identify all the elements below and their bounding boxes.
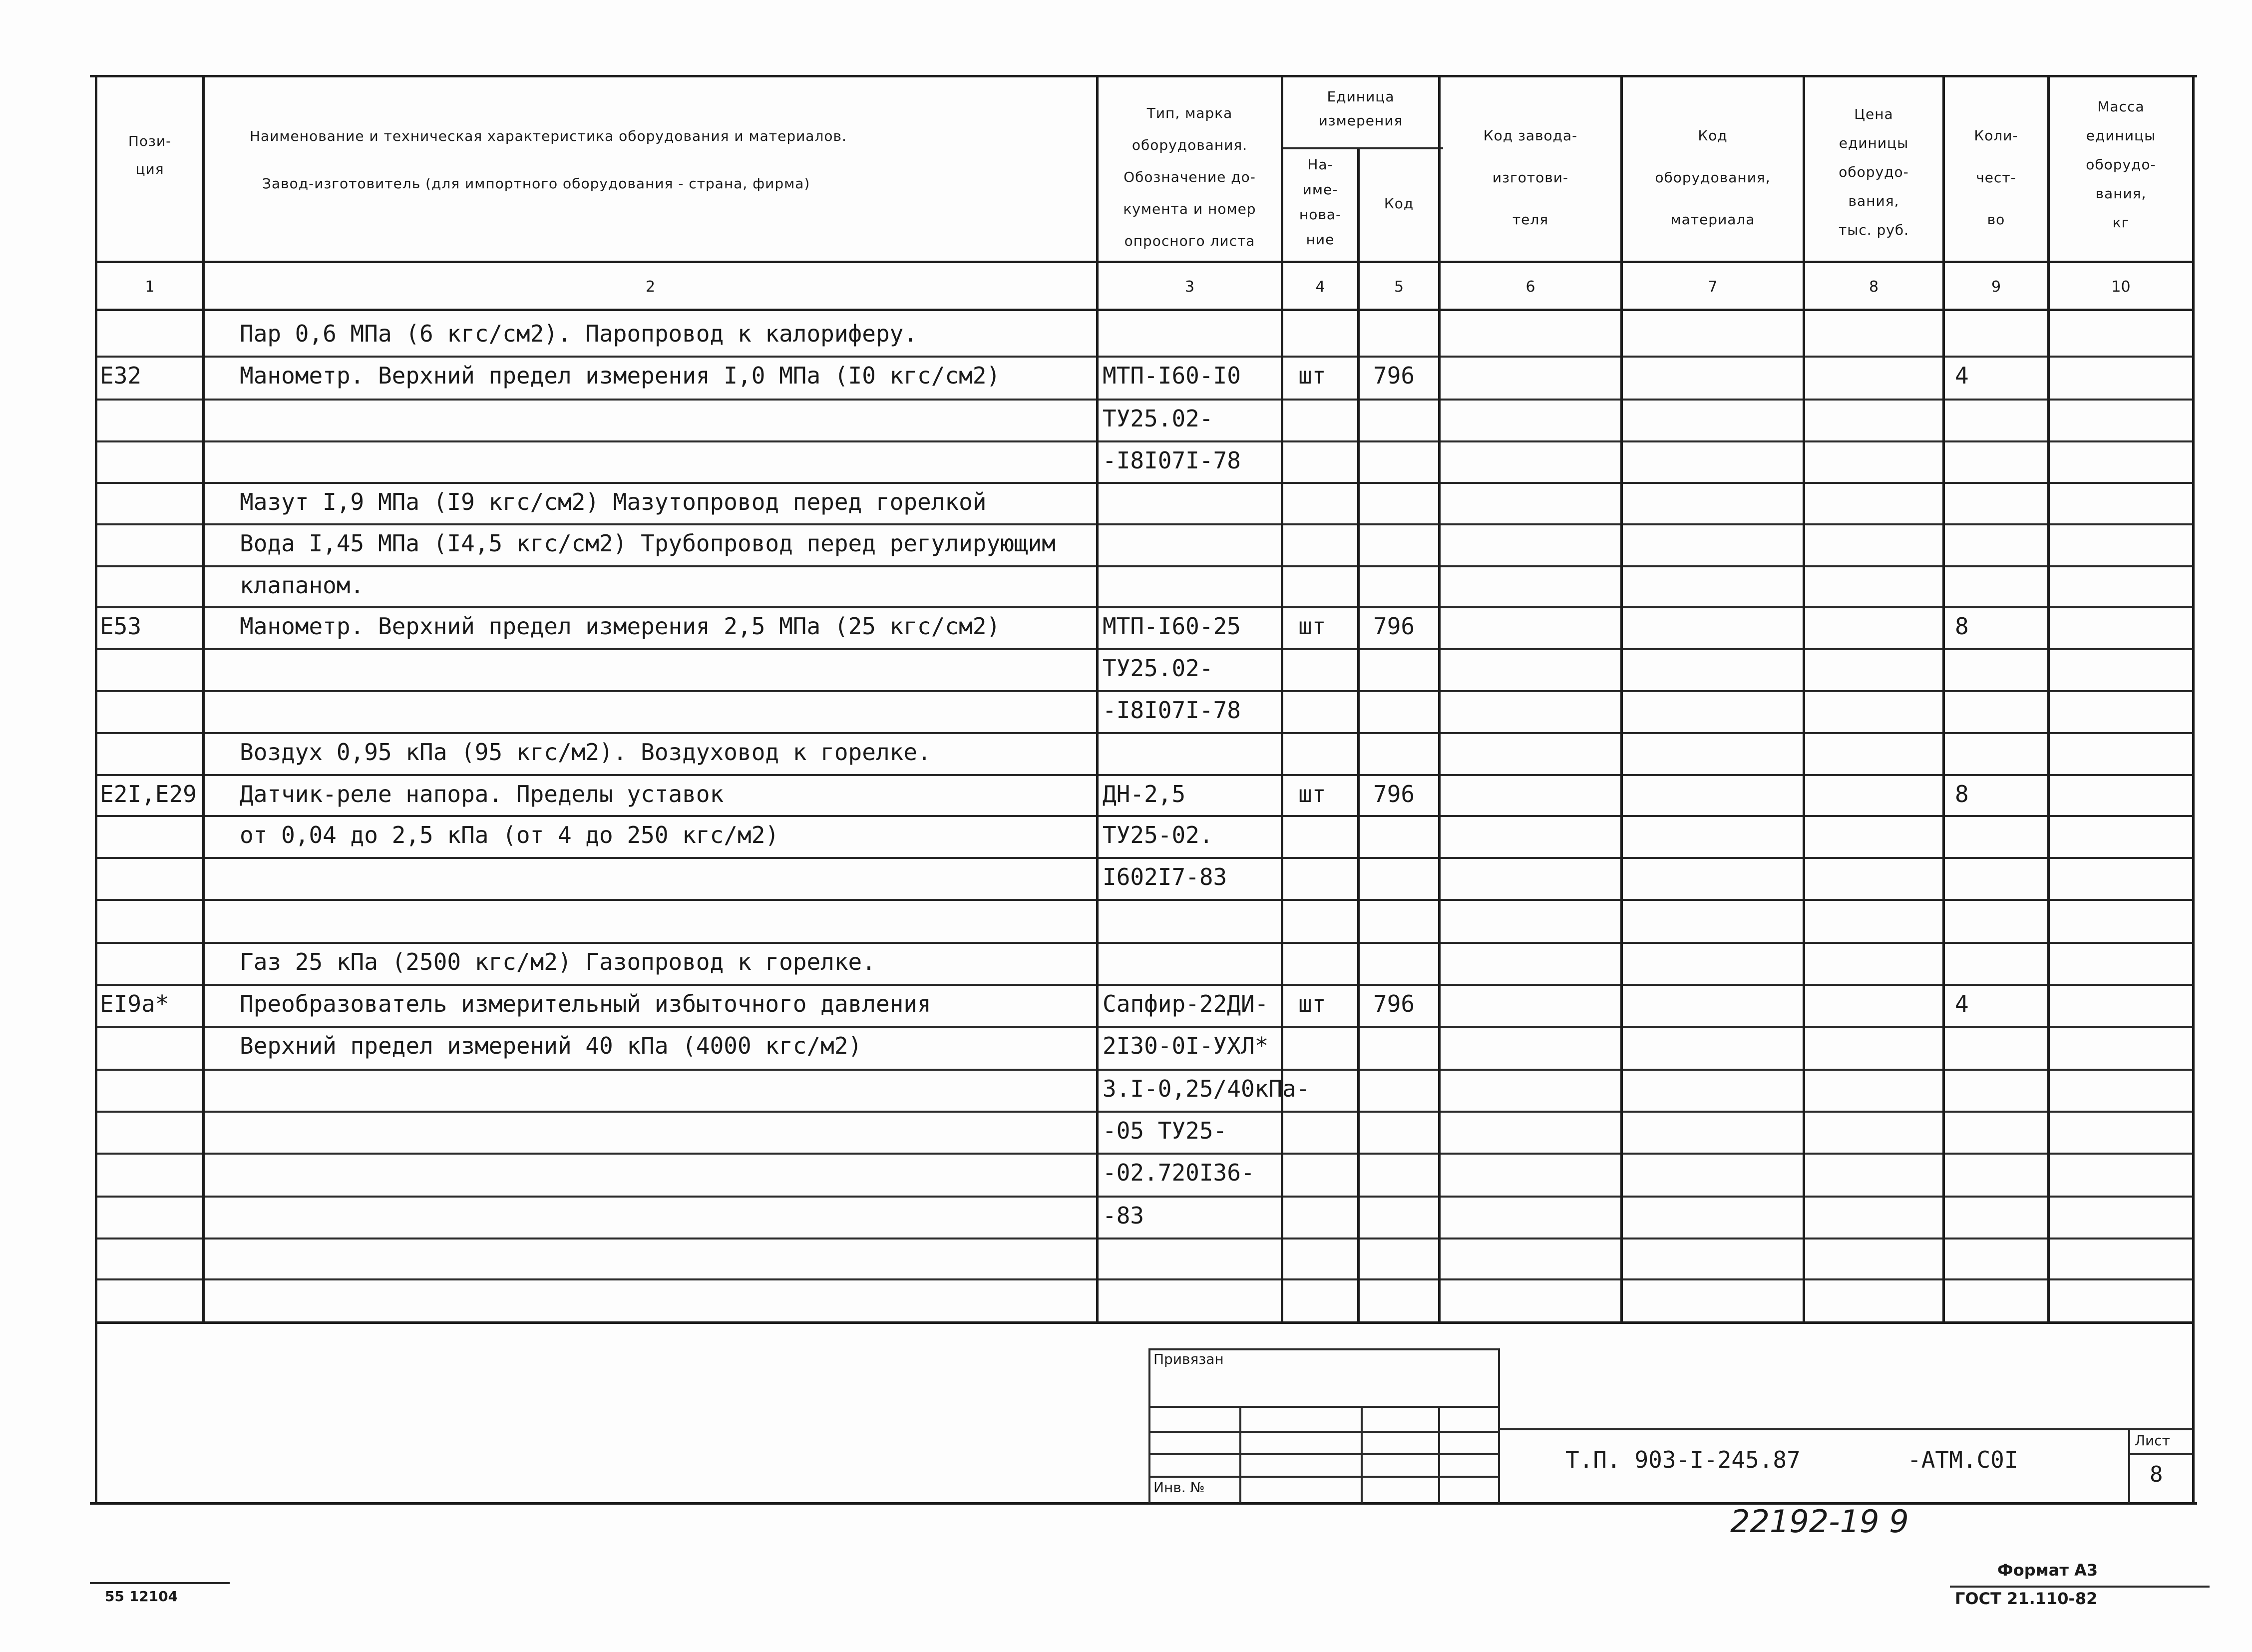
column-number: 10	[2111, 278, 2131, 296]
header-quantity: Коли- чест- во	[1974, 127, 2018, 228]
sheet-number: 8	[2150, 1462, 2163, 1487]
cell-position: Е32	[100, 362, 142, 389]
header-price: Цена единицы оборудо- вания, тыс. руб.	[1838, 106, 1909, 238]
document-code-suffix: -АТМ.С0I	[1907, 1446, 2018, 1473]
column-number: 3	[1184, 278, 1195, 296]
cell-type: I602I7-83	[1103, 863, 1227, 890]
cell-type: ТУ25.02-	[1103, 655, 1213, 682]
cell-name: Манометр. Верхний предел измерения 2,5 МПа (25 кгс/см2)	[240, 613, 1001, 640]
column-number: 6	[1525, 278, 1535, 296]
column-number: 2	[645, 278, 656, 296]
footer-left-code: 55 12104	[105, 1588, 178, 1605]
header-unit: Единица измерения	[1318, 88, 1403, 129]
cell-type: -05 ТУ25-	[1103, 1117, 1227, 1144]
cell-type: -I8I07I-78	[1103, 447, 1241, 474]
column-number: 9	[1991, 278, 2001, 296]
cell-type: Сапфир-22ДИ-	[1103, 990, 1269, 1017]
cell-type: -02.720I36-	[1103, 1159, 1255, 1186]
column-number: 8	[1869, 278, 1879, 296]
cell-type: МТП-I60-25	[1103, 613, 1241, 640]
document-code: Т.П. 903-I-245.87	[1565, 1446, 1801, 1473]
cell-quantity: 8	[1955, 613, 1969, 640]
cell-quantity: 8	[1955, 781, 1969, 808]
header-unit-code: Код	[1384, 195, 1414, 212]
cell-name: Манометр. Верхний предел измерения I,0 МПа (I0 кгс/см2)	[240, 362, 1001, 389]
cell-unit-name: шт	[1298, 990, 1326, 1017]
cell-name: клапаном.	[240, 572, 365, 599]
cell-name: от 0,04 до 2,5 кПа (от 4 до 250 кгс/м2)	[240, 822, 779, 848]
cell-type: МТП-I60-I0	[1103, 362, 1241, 389]
header-equipment-code: Код оборудования, материала	[1655, 127, 1771, 228]
cell-unit-name: шт	[1298, 613, 1326, 640]
header-mass: Масса единицы оборудо- вания, кг	[2086, 98, 2156, 231]
header-unit-name: На- име- нова- ние	[1299, 156, 1342, 248]
column-number: 1	[145, 278, 155, 296]
cell-name: Датчик-реле напора. Пределы уставок	[240, 781, 724, 808]
cell-unit-code: 796	[1373, 990, 1415, 1017]
cell-position: ЕI9а*	[100, 990, 169, 1017]
header-type: Тип, марка оборудования. Обозначение до- кумента и номер опросного листа	[1123, 105, 1256, 249]
cell-unit-code: 796	[1373, 613, 1415, 640]
cell-type: 3.I-0,25/40кПа-	[1103, 1075, 1310, 1102]
cell-name: Мазут I,9 МПа (I9 кгс/см2) Мазутопровод перед горелкой	[240, 488, 987, 515]
header-position: Пози- ция	[128, 133, 172, 177]
cell-unit-code: 796	[1373, 362, 1415, 389]
footer-format: Формат А3	[1997, 1561, 2098, 1580]
cell-type: -I8I07I-78	[1103, 697, 1241, 724]
cell-name: Воздух 0,95 кПа (95 кгс/м2). Воздуховод к горелке.	[240, 739, 931, 766]
cell-position: Е53	[100, 613, 142, 640]
cell-type: ТУ25.02-	[1103, 405, 1213, 432]
cell-unit-code: 796	[1373, 781, 1415, 808]
column-number: 4	[1315, 278, 1325, 296]
header-name-line1: Наименование и техническая характеристика оборудования и материалов.	[250, 128, 847, 144]
privyazan-label: Привязан	[1153, 1351, 1224, 1367]
cell-name: Вода I,45 МПа (I4,5 кгс/см2) Трубопровод перед регулирующим	[240, 530, 1056, 557]
cell-unit-name: шт	[1298, 362, 1326, 389]
cell-name: Преобразователь измерительный избыточного давления	[240, 990, 931, 1017]
cell-type: -83	[1103, 1202, 1144, 1229]
column-number: 7	[1708, 278, 1718, 296]
cell-type: 2I30-0I-УХЛ*	[1103, 1032, 1269, 1059]
sheet-label: Лист	[2135, 1432, 2170, 1449]
cell-name: Верхний предел измерений 40 кПа (4000 кгс/м2)	[240, 1032, 862, 1059]
cell-unit-name: шт	[1298, 781, 1326, 808]
header-name-line2: Завод-изготовитель (для импортного оборудования - страна, фирма)	[262, 175, 810, 192]
column-number: 5	[1394, 278, 1404, 296]
cell-name: Пар 0,6 МПа (6 кгс/см2). Паропровод к калориферу.	[240, 320, 918, 347]
cell-quantity: 4	[1955, 990, 1969, 1017]
footer-gost: ГОСТ 21.110-82	[1955, 1589, 2098, 1608]
header-plant-code: Код завода- изготови- теля	[1483, 127, 1578, 228]
cell-type: ДН-2,5	[1103, 781, 1186, 808]
inventory-number-label: Инв. №	[1153, 1479, 1205, 1496]
cell-position: Е2I,Е29	[100, 781, 197, 808]
handwritten-number: 22192-19 9	[1730, 1503, 1909, 1540]
cell-type: ТУ25-02.	[1103, 822, 1213, 848]
cell-name: Газ 25 кПа (2500 кгс/м2) Газопровод к горелке.	[240, 948, 876, 975]
cell-quantity: 4	[1955, 362, 1969, 389]
